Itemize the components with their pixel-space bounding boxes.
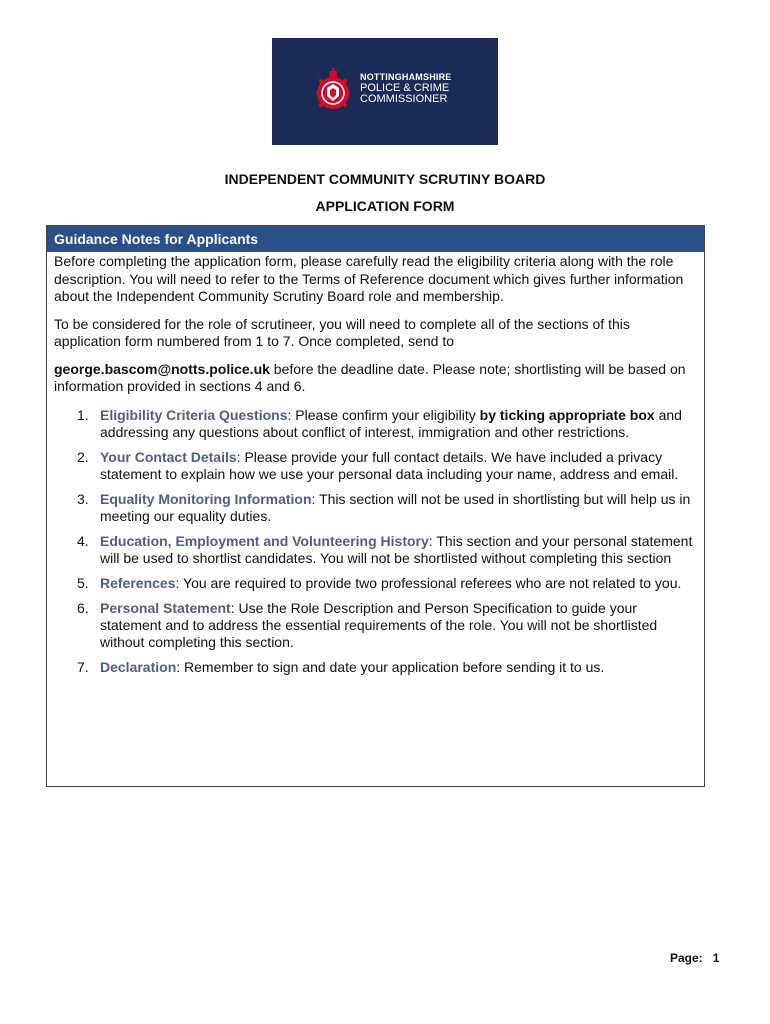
item-number: 7. <box>77 658 89 675</box>
item-number: 3. <box>77 490 89 507</box>
item-text-end: and addressing any questions about conflict of interest, immigration and other restrictions. <box>100 406 682 440</box>
list-item <box>54 407 697 441</box>
document-subtitle: APPLICATION FORM <box>315 198 455 214</box>
item-title: Eligibility Criteria Questions <box>100 406 288 423</box>
item-separator: : <box>230 599 239 616</box>
item-separator: : <box>287 406 296 423</box>
item-title: Declaration <box>100 658 177 675</box>
logo-line-1: NOTTINGHAMSHIRE <box>360 72 452 82</box>
guidance-paragraph-3-text: before the deadline date. Please note; shortlisting will be based on information provided in sections 4 and 6. <box>54 360 686 394</box>
list-item <box>54 533 697 567</box>
guidance-paragraph-3 <box>54 361 697 396</box>
item-number: 4. <box>77 532 89 549</box>
page-number <box>670 951 719 965</box>
list-item <box>54 449 697 483</box>
guidance-heading: Guidance Notes for Applicants <box>47 226 704 252</box>
page-value: 1 <box>712 951 720 965</box>
police-crest-icon <box>312 67 354 115</box>
document-title: INDEPENDENT COMMUNITY SCRUTINY BOARD <box>224 171 546 187</box>
list-item <box>54 600 697 651</box>
item-text: Please confirm your eligibility <box>295 406 480 423</box>
item-title: References <box>100 574 176 591</box>
pcc-logo <box>272 38 498 145</box>
item-text: This section and your personal statement will be used to shortlist candidates. You will not be shortlisted without completing this section <box>100 532 693 566</box>
item-title: Personal Statement <box>100 599 231 616</box>
item-number: 6. <box>77 599 89 616</box>
item-separator: : <box>311 490 320 507</box>
item-text-bold: by ticking appropriate box <box>479 406 655 423</box>
item-separator: : <box>236 448 245 465</box>
item-number: 5. <box>77 574 89 591</box>
item-separator: : <box>176 658 185 675</box>
list-item <box>54 491 697 525</box>
item-text: Remember to sign and date your application before sending it to us. <box>184 658 605 675</box>
item-title: Education, Employment and Volunteering History <box>100 532 429 549</box>
page-label: Page: <box>670 951 703 965</box>
contact-email: george.bascom@notts.police.uk <box>54 360 270 377</box>
item-number: 2. <box>77 448 89 465</box>
item-title: Your Contact Details <box>100 448 237 465</box>
item-text: You are required to provide two professional referees who are not related to you. <box>183 574 682 591</box>
guidance-paragraph-2: To be considered for the role of scrutineer, you will need to complete all of the sections of this application form numbered from 1 to 7. Once completed, send to <box>54 315 630 349</box>
section-list <box>54 407 697 676</box>
list-item <box>54 575 697 592</box>
guidance-notes-box <box>46 225 705 787</box>
logo-line-2: POLICE & CRIME <box>360 82 450 94</box>
item-text: Use the Role Description and Person Specification to guide your statement and to address the essential requirements of the role. You will not be shortlisted without completing this section. <box>100 599 658 650</box>
item-separator: : <box>428 532 437 549</box>
item-text: This section will not be used in shortlisting but will help us in meeting our equality duties. <box>100 490 691 524</box>
item-title: Equality Monitoring Information <box>100 490 312 507</box>
list-item <box>54 659 697 676</box>
guidance-paragraph-1: Before completing the application form, please carefully read the eligibility criteria along with the role description. You will need to refer to the Terms of Reference document which gives further information about the Independent Community Scrutiny Board role and membership. <box>54 253 684 304</box>
item-text: Please provide your full contact details. We have included a privacy statement to explain how we use your personal data including your name, address and email. <box>100 448 679 482</box>
item-separator: : <box>175 574 184 591</box>
item-number: 1. <box>77 406 89 423</box>
logo-line-3: COMMISSIONER <box>360 93 448 105</box>
